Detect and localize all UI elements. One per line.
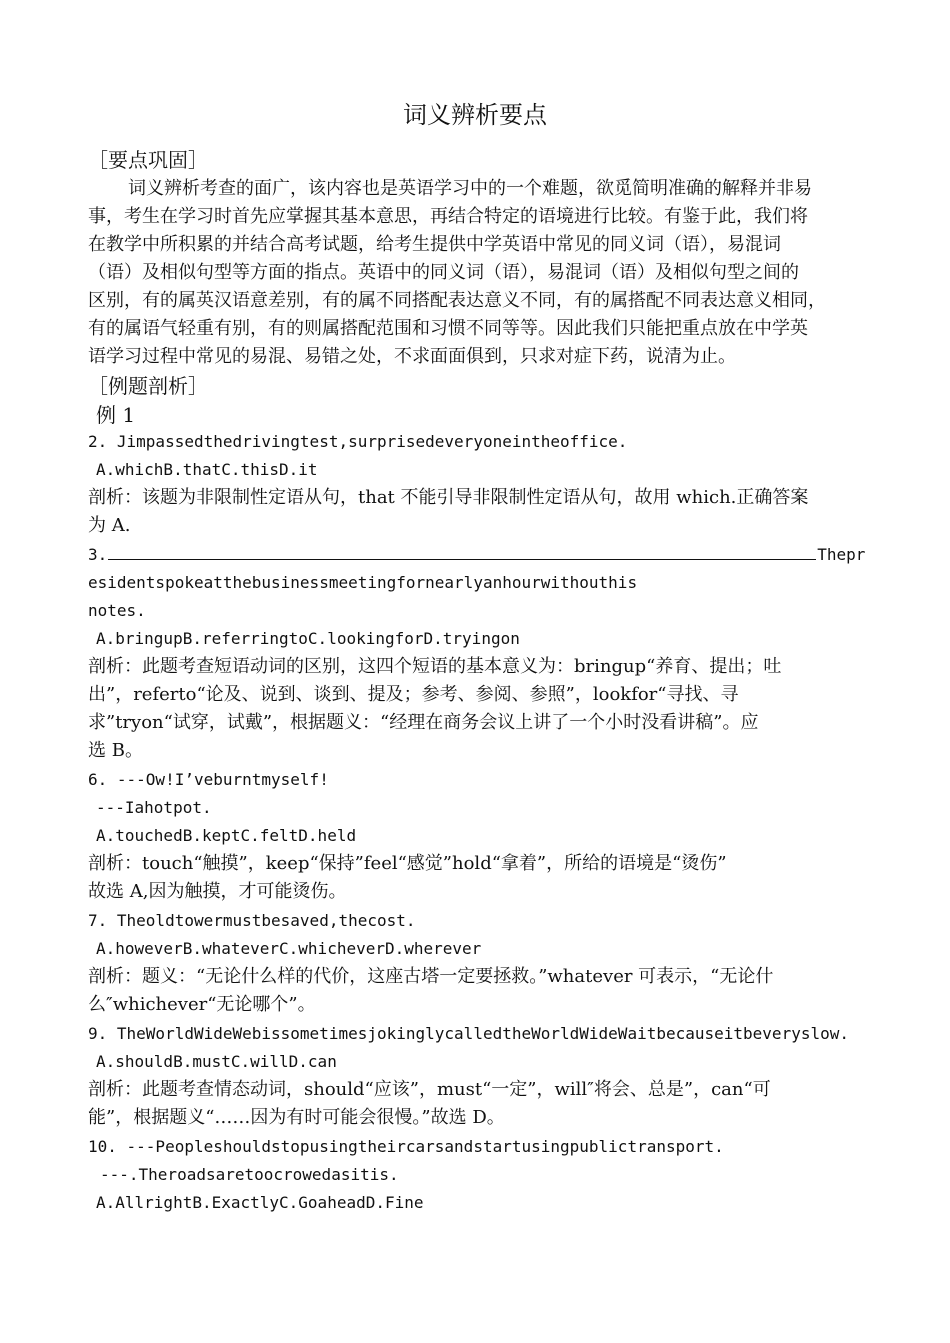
question-3-text: Thepr: [817, 545, 866, 564]
question-3-text: notes.: [88, 601, 146, 620]
question-9-analysis: 能”，根据题义“……因为有时可能会很慢。”故选 D。: [88, 1107, 505, 1128]
paragraph-line: 词义辨析考查的面广，该内容也是英语学习中的一个难题，欲觅简明准确的解释并非易: [128, 178, 812, 199]
question-9-options: A.shouldB.mustC.willD.can: [96, 1052, 337, 1071]
paragraph-line: 有的属语气轻重有别，有的则属搭配范围和习惯不同等等。因此我们只能把重点放在中学英: [88, 318, 808, 339]
question-6-text: ---Iahotpot.: [96, 798, 212, 817]
question-9: 9. TheWorldWideWebissometimesjokinglycalledtheWorldWideWaitbecauseitbeveryslow.: [88, 1024, 849, 1043]
question-7-analysis: 剖析：题义：“无论什么样的代价，这座古塔一定要拯救。”whatever 可表示，“无论什: [88, 966, 774, 987]
paragraph-line: 语学习过程中常见的易混、易错之处，不求面面俱到，只求对症下药，说清为止。: [88, 346, 736, 367]
question-3-number: 3.: [88, 545, 108, 564]
question-6: 6. ---Ow!I’veburntmyself!: [88, 770, 329, 789]
question-7: 7. Theoldtowermustbesaved,thecost.: [88, 911, 416, 930]
question-10-text: ---.Theroadsaretoocrowedasitis.: [100, 1165, 399, 1184]
question-3-options: A.bringupB.referringtoC.lookingforD.tryingon: [96, 629, 520, 648]
question-7-analysis: 么″whichever“无论哪个”。: [88, 994, 316, 1015]
page-title: 词义辨析要点: [403, 101, 547, 129]
question-6-options: A.touchedB.keptC.feltD.held: [96, 826, 357, 845]
question-6-analysis: 故选 A,因为触摸，才可能烫伤。: [88, 881, 347, 902]
question-3: [88, 541, 878, 569]
example-label: 例 1: [96, 403, 136, 427]
section-heading-examples: ［例题剖析］: [88, 374, 208, 398]
paragraph-line: （语）及相似句型等方面的指点。英语中的同义词（语），易混词（语）及相似句型之间的: [88, 262, 799, 283]
question-3-analysis: 出”，referto“论及、说到、谈到、提及；参考、参阅、参照”，lookfor“寻找、寻: [88, 684, 739, 705]
question-10-options: A.AllrightB.ExactlyC.GoaheadD.Fine: [96, 1193, 424, 1212]
paragraph-line: 在教学中所积累的并结合高考试题，给考生提供中学英语中常见的同义词（语），易混词: [88, 234, 781, 255]
question-9-analysis: 剖析：此题考查情态动词，should“应该”，must“一定”，will″将会、总是”，can“可: [88, 1079, 771, 1100]
section-heading-key-points: ［要点巩固］: [88, 148, 208, 172]
question-3-analysis: 选 B。: [88, 740, 143, 761]
paragraph-line: 事，考生在学习时首先应掌握其基本意思，再结合特定的语境进行比较。有鉴于此，我们将: [88, 206, 808, 227]
question-3-text: esidentspokeatthebusinessmeetingfornearlyanhourwithouthis: [88, 573, 638, 592]
question-7-options: A.howeverB.whateverC.whicheverD.wherever: [96, 939, 482, 958]
question-2-analysis: 剖析：该题为非限制性定语从句，that 不能引导非限制性定语从句，故用 which.正确答案: [88, 487, 809, 508]
answer-blank: [108, 541, 816, 560]
question-2: 2. Jimpassedthedrivingtest,surprisedeveryoneintheoffice.: [88, 432, 628, 451]
question-6-analysis: 剖析：touch“触摸”，keep“保持”feel“感觉”hold“拿着”，所给的语境是“烫伤”: [88, 853, 727, 874]
question-3-analysis: 剖析：此题考查短语动词的区别，这四个短语的基本意义为：bringup“养育、提出；吐: [88, 656, 782, 677]
question-2-options: A.whichB.thatC.thisD.it: [96, 460, 318, 479]
question-10: 10. ---Peopleshouldstopusingtheircarsandstartusingpublictransport.: [88, 1137, 724, 1156]
paragraph-line: 区别，有的属英汉语意差别，有的属不同搭配表达意义不同，有的属搭配不同表达意义相同，: [88, 290, 826, 311]
question-3-analysis: 求”tryon“试穿，试戴”，根据题义：“经理在商务会议上讲了一个小时没看讲稿”。应: [88, 712, 759, 733]
question-2-analysis: 为 A.: [88, 515, 131, 536]
